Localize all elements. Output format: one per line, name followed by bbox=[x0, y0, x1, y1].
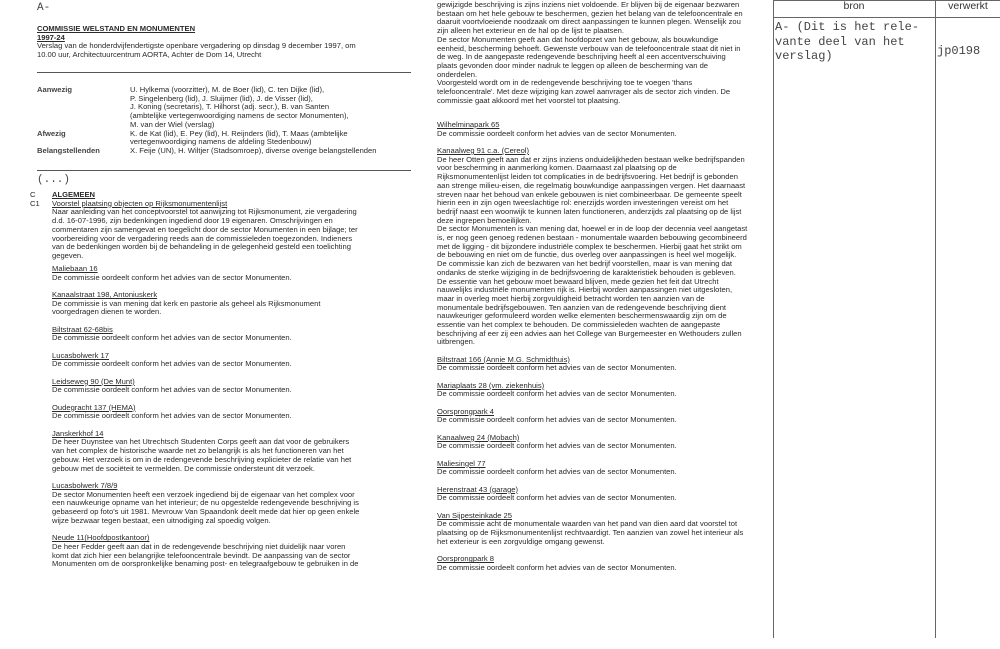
document-title: COMMISSIE WELSTAND EN MONUMENTEN bbox=[37, 24, 196, 33]
text-line: verslag) bbox=[775, 49, 833, 63]
intro-text bbox=[37, 42, 356, 59]
item-heading: Maliebaan 16 bbox=[52, 264, 98, 273]
item-text-line: De commissie acht de monumentale waarden van het pand van dien aard dat voorstel tot bbox=[437, 519, 738, 529]
bron-cell bbox=[775, 20, 919, 64]
text-line: daaruit voortvloeiende noodzaak om direct aanpassingen te kunnen plegen. Wenselijk zou bbox=[437, 17, 741, 27]
subsection-text bbox=[52, 208, 358, 260]
table-border bbox=[773, 17, 1000, 18]
table-border bbox=[935, 0, 936, 638]
attendance-line: vertegenwoordiging namens de afdeling Stedenbouw) bbox=[130, 137, 312, 147]
agenda-item bbox=[437, 486, 747, 503]
text-line: Voorgesteld wordt om in de redengevende beschrijving toe te voegen 'thans bbox=[437, 78, 693, 88]
item-text-line: De commissie is van mening dat kerk en pastorie als geheel als Rijksmonument bbox=[52, 298, 321, 308]
item-text-line: De commissie kan zich de bezwaren van het bedrijf voorstellen, maar is van mening dat bbox=[437, 259, 733, 269]
agenda-item bbox=[52, 482, 359, 526]
item-heading: Kanaalweg 24 (Mobach) bbox=[437, 432, 520, 442]
agenda-item bbox=[52, 352, 359, 369]
item-text-line: De commissie oordeelt conform het advies van de sector Monumenten. bbox=[437, 493, 677, 503]
item-text-line: De commissie oordeelt conform het advies van de sector Monumenten. bbox=[52, 385, 292, 395]
table-border bbox=[773, 0, 774, 638]
text-line: voorbereiding voor de vergadering reeds aan de commissieleden toegezonden. Indieners bbox=[52, 233, 353, 243]
attendance-row bbox=[37, 86, 376, 130]
item-text-line: is, er nog geen genoeg redenen bestaan - monumentale waarden bebouwing gecombineerd bbox=[437, 233, 747, 243]
section-code: C bbox=[30, 190, 36, 199]
meeting-number: 1997-24 bbox=[37, 32, 65, 42]
item-text-line: een nauwkeurige opname van het interieur; de nu opgestelde redengevende beschrijving is bbox=[52, 498, 359, 508]
attendance-line: U. Hylkema (voorzitter), M. de Boer (lid), C. ten Dijke (lid), bbox=[130, 85, 325, 94]
item-text-line: de bebouwing en niet om de functie, dus overleg over aanpassingen is heel wel mogelijk. bbox=[437, 250, 737, 260]
item-text-line: De commissie oordeelt conform het advies van de sector Monumenten. bbox=[437, 562, 677, 572]
item-text-line: De commissie oordeelt conform het advies van de sector Monumenten. bbox=[437, 389, 677, 399]
item-heading: Lucasbolwerk 17 bbox=[52, 350, 109, 360]
item-text-line: Monumenten om de oorspronkelijke benaming post- en telegraafgebouw te gebruiken in de bbox=[52, 559, 359, 569]
agenda-item bbox=[52, 404, 359, 421]
text-line: d.d. 16-07-1996, zijn bedenkingen ingediend door 19 eigenaren. Omschrijvingen en bbox=[52, 216, 333, 226]
item-heading: Neude 11(Hoofdpostkantoor) bbox=[52, 533, 150, 543]
agenda-item bbox=[52, 291, 359, 317]
item-text-line: De commissie oordeelt conform het advies van de sector Monumenten. bbox=[52, 272, 292, 282]
item-text-line: van het complex de historische waarde net zo belangrijk is als het functioneren van het bbox=[52, 446, 344, 456]
text-line: de weg. In de aangepaste redengevende beschrijving heeft al een accentverschuiving bbox=[437, 52, 726, 62]
attendance-line: K. de Kat (lid), E. Pey (lid), H. Reijnders (lid), T. Maas (ambtelijke bbox=[130, 128, 348, 138]
agenda-item bbox=[437, 121, 747, 138]
attendance-line: (ambtelijke vertegenwoordiging namens de sector Monumenten), bbox=[130, 111, 349, 121]
item-heading: Wilhelminapark 65 bbox=[437, 120, 500, 129]
omission-marker: (...) bbox=[37, 174, 71, 186]
attendance-line: J. Koning (secretaris), T. Hilhorst (adj. secr.), B. van Santen bbox=[130, 102, 330, 112]
attendance-line: M. van der Wiel (verslag) bbox=[130, 119, 215, 129]
text-line: vante deel van het bbox=[775, 34, 905, 49]
text-line: telefooncentrale'. Met deze wijziging kan zowel aanvrager als de sector zich vinden. De bbox=[437, 87, 731, 97]
item-heading: Oorsprongpark 8 bbox=[437, 554, 494, 564]
item-text-line: uitbrengen. bbox=[437, 337, 475, 347]
item-text-line: De essentie van het gebouw moet bewaard blijven, mede gezien het feit dat Utrecht bbox=[437, 276, 719, 286]
text-line: A- (Dit is het rele- bbox=[775, 20, 920, 34]
text-line: commissie gaat akkoord met het voorstel tot plaatsing. bbox=[437, 95, 621, 105]
text-line: zijn alleen het exterieur en de hal op de lijst te plaatsen. bbox=[437, 26, 625, 36]
attendance-line: P. Singelenberg (lid), J. Sluijmer (lid), J. de Visser (lid), bbox=[130, 93, 313, 103]
text-line: gegeven. bbox=[52, 250, 84, 260]
item-text-line: gebouw met de sociëteit te vermelden. De commissie ondersteunt dit verzoek. bbox=[52, 463, 315, 473]
item-text-line: De commissie oordeelt conform het advies van de sector Monumenten. bbox=[437, 363, 677, 373]
text-line: Naar aanleiding van het conceptvoorstel tot aanwijzing tot Rijksmonument, zie vergadering bbox=[52, 207, 357, 217]
agenda-item bbox=[437, 555, 747, 572]
attendance-label: Afwezig bbox=[37, 128, 66, 138]
item-text-line: Rijksmonumentenlijst leiden tot complicaties in de bedrijfsvoering. Het bedrijf is gebonden bbox=[437, 172, 738, 182]
agenda-item bbox=[52, 378, 359, 395]
continuation-text bbox=[437, 1, 743, 105]
column-header-verwerkt: verwerkt bbox=[948, 0, 988, 12]
item-text-line: beschrijving af eer zij een advies aan het College van Burgemeester en Wethouders zullen bbox=[437, 328, 742, 338]
item-text-line: aan strenge milieu-eisen, die regelmatig bouwkundige aanpassingen vergen. Het daarnaast bbox=[437, 180, 746, 190]
item-text-line: met de ligging - dit bijzondere industriële complex te beschermen. Hierbij gaat het strikt om bbox=[437, 241, 742, 251]
item-heading: Mariaplaats 28 (vm. ziekenhuis) bbox=[437, 380, 545, 390]
section-title: ALGEMEEN bbox=[52, 190, 96, 199]
subsection-title: Voorstel plaatsing objecten op Rijksmonumentenlijst bbox=[52, 198, 228, 208]
item-heading: Van Sijpesteinkade 25 bbox=[437, 510, 513, 520]
attendance-names bbox=[130, 130, 348, 147]
item-heading: Oudegracht 137 (HEMA) bbox=[52, 402, 136, 412]
column-header-bron: bron bbox=[843, 0, 865, 12]
agenda-item bbox=[437, 434, 747, 451]
text-line: gewijzigde beschrijving is zijns inziens niet voldoende. Er blijven bij de eigenaar bezwaren bbox=[437, 0, 740, 9]
item-text-line: De commissie oordeelt conform het advies van de sector Monumenten. bbox=[52, 359, 292, 369]
item-heading: Maliesingel 77 bbox=[437, 458, 486, 468]
item-text-line: voor bescherming in aanmerking komen. Daarnaast zal plaatsing op de bbox=[437, 163, 677, 173]
left-items bbox=[52, 265, 359, 578]
item-text-line: het exterieur is een zorgvuldige omgang gewenst. bbox=[437, 536, 605, 546]
text-line: onderdelen. bbox=[437, 69, 478, 79]
attendance-label: Belangstellenden bbox=[37, 145, 100, 155]
agenda-item bbox=[52, 326, 359, 343]
item-text-line: monumentale bedrijfsgebouwen. Ten aanzien van de redengevende beschrijving dient bbox=[437, 302, 727, 312]
agenda-item bbox=[52, 265, 359, 282]
text-line: van de bedenkingen worden bij de behandeling in de gelegenheid gesteld een toelichting bbox=[52, 242, 351, 252]
attendance-names bbox=[130, 86, 349, 130]
item-text-line: wijze bezwaar tegen bestaat, een uitnodiging zal spoedig volgen. bbox=[52, 515, 271, 525]
document-header bbox=[37, 25, 356, 60]
agenda-item bbox=[437, 382, 747, 399]
item-heading: Herenstraat 43 (garage) bbox=[437, 484, 519, 494]
item-heading: Janskerkhof 14 bbox=[52, 428, 104, 438]
item-text-line: De commissie oordeelt conform het advies van de sector Monumenten. bbox=[52, 333, 292, 343]
item-text-line: ondanks de sterke wijziging in de bedrijfsvoering de karakteristiek behouden is gebleven. bbox=[437, 267, 736, 277]
agenda-item bbox=[52, 430, 359, 474]
item-text-line: essentie van het complex te behouden. De commissieleden wachten de aangepaste bbox=[437, 320, 721, 330]
right-items bbox=[437, 121, 747, 581]
agenda-item bbox=[52, 534, 359, 569]
item-text-line: nauwelijks industriële monumenten rijk is. Hierbij worden aanpassingen niet uitgesloten, bbox=[437, 285, 733, 295]
agenda-item bbox=[437, 147, 747, 347]
item-text-line: gebouw. Het verzoek is om in de redengevende beschrijving explicieter de relatie van het bbox=[52, 454, 352, 464]
verwerkt-cell: jp0198 bbox=[937, 44, 981, 58]
text-line: De sector Monumenten geeft aan dat hoofdopzet van het gebouw, als bouwkundige bbox=[437, 34, 719, 44]
attendance-row bbox=[37, 130, 376, 147]
item-text-line: gebaseerd op foto's uit 1981. Mevrouw Van Spaandonk deelt mede dat hier op geen enkele bbox=[52, 506, 360, 516]
item-text-line: De commissie oordeelt conform het advies van de sector Monumenten. bbox=[52, 411, 292, 421]
divider bbox=[37, 72, 411, 73]
item-text-line: bedrijf naast een woonwijk te kunnen laten functioneren, anderzijds zal plaatsing op de lijst bbox=[437, 206, 742, 216]
item-heading: Biltstraat 166 (Annie M.G. Schmidthuis) bbox=[437, 354, 570, 364]
item-text-line: De commissie oordeelt conform het advies van de sector Monumenten. bbox=[437, 467, 677, 477]
item-text-line: De heer Fedder geeft aan dat in de redengevende beschrijving niet duidelijk naar voren bbox=[52, 542, 346, 552]
attendance-names bbox=[130, 147, 376, 156]
item-text-line: plaatsing op de Rijksmonumentenlijst rechtvaardigt. Ten aanzien van zowel het interieur als bbox=[437, 528, 744, 538]
item-text-line: De commissie oordeelt conform het advies van de sector Monumenten. bbox=[437, 128, 677, 138]
item-heading: Leidseweg 90 (De Munt) bbox=[52, 376, 135, 386]
agenda-item bbox=[437, 512, 747, 547]
item-text-line: nauwkeuriger geformuleerd worden welke elementen beschermenswaardig zijn om de bbox=[437, 311, 727, 321]
text-line: eenheid, bescherming behoeft. Gewenste verbouw van de telefooncentrale staat dit niet in bbox=[437, 43, 741, 53]
attendance-line: X. Feije (UN), H. Wiltjer (Stadsomroep), diverse overige belangstellenden bbox=[130, 145, 377, 155]
item-heading: Lucasbolwerk 7/8/9 bbox=[52, 480, 118, 490]
item-text-line: De commissie oordeelt conform het advies van de sector Monumenten. bbox=[437, 441, 677, 451]
text-line: Verslag van de honderdvijfendertigste openbare vergadering op dinsdag 9 december 1997, om bbox=[37, 41, 356, 51]
agenda-item bbox=[437, 408, 747, 425]
text-line: bestaan om het hele gebouw te beschermen, gezien het belang van de telefooncentrale en bbox=[437, 8, 743, 18]
document-mark: A- bbox=[37, 2, 51, 14]
item-heading: Oorsprongpark 4 bbox=[437, 406, 494, 416]
item-text-line: De commissie oordeelt conform het advies van de sector Monumenten. bbox=[437, 415, 677, 425]
item-text-line: deze ingrepen bemoeilijken. bbox=[437, 215, 532, 225]
item-heading: Biltstraat 62-68bis bbox=[52, 324, 113, 334]
item-text-line: hierin een in zijn ogen tweeslachtige rol: enerzijds worden investeringen vereist om het bbox=[437, 198, 729, 208]
subsection-code: C1 bbox=[30, 198, 40, 208]
item-text-line: De heer Duynstee van het Utrechtsch Studenten Corps geeft aan dat voor de gebruikers bbox=[52, 437, 350, 447]
agenda-item bbox=[437, 356, 747, 373]
agenda-item bbox=[437, 460, 747, 477]
text-line: 10.00 uur, Architectuurcentrum AORTA, Achter de Dom 14, Utrecht bbox=[37, 50, 262, 60]
attendance-row bbox=[37, 147, 376, 156]
text-line: commentaren zijn samengevat en toegelicht door de sector Monumenten in een bijlage; ter bbox=[52, 224, 358, 234]
section-algemeen bbox=[30, 191, 358, 261]
item-text-line: streven naar het behoud van enkele gebouwen is niet combineerbaar. De gemeente speelt bbox=[437, 189, 742, 199]
item-text-line: voorgedragen dienen te worden. bbox=[52, 307, 162, 317]
text-line: plaats gevonden door minder nadruk te leggen op alleen de bescherming van de bbox=[437, 60, 709, 70]
item-text-line: De sector Monumenten is van mening dat, hoewel er in de loop der decennia veel aangetast bbox=[437, 224, 748, 234]
attendance-list bbox=[37, 86, 376, 156]
item-text-line: komt dat zich hier een belangrijke telefooncentrale bevindt. De aanpassing van de sector bbox=[52, 550, 351, 560]
item-heading: Kanaalstraat 198, Antoniuskerk bbox=[52, 290, 158, 299]
divider bbox=[37, 170, 411, 171]
item-text-line: De heer Otten geeft aan dat er zijns inziens onduidelijkheden bestaan welke bedrijfspanden bbox=[437, 154, 745, 164]
item-text-line: maar in overleg moet hierbij zorgvuldigheid betracht worden ten aanzien van de bbox=[437, 293, 705, 303]
item-heading: Kanaalweg 91 c.a. (Cereol) bbox=[437, 146, 530, 155]
attendance-label: Aanwezig bbox=[37, 85, 73, 94]
item-text-line: De sector Monumenten heeft een verzoek ingediend bij de eigenaar van het complex voor bbox=[52, 489, 355, 499]
